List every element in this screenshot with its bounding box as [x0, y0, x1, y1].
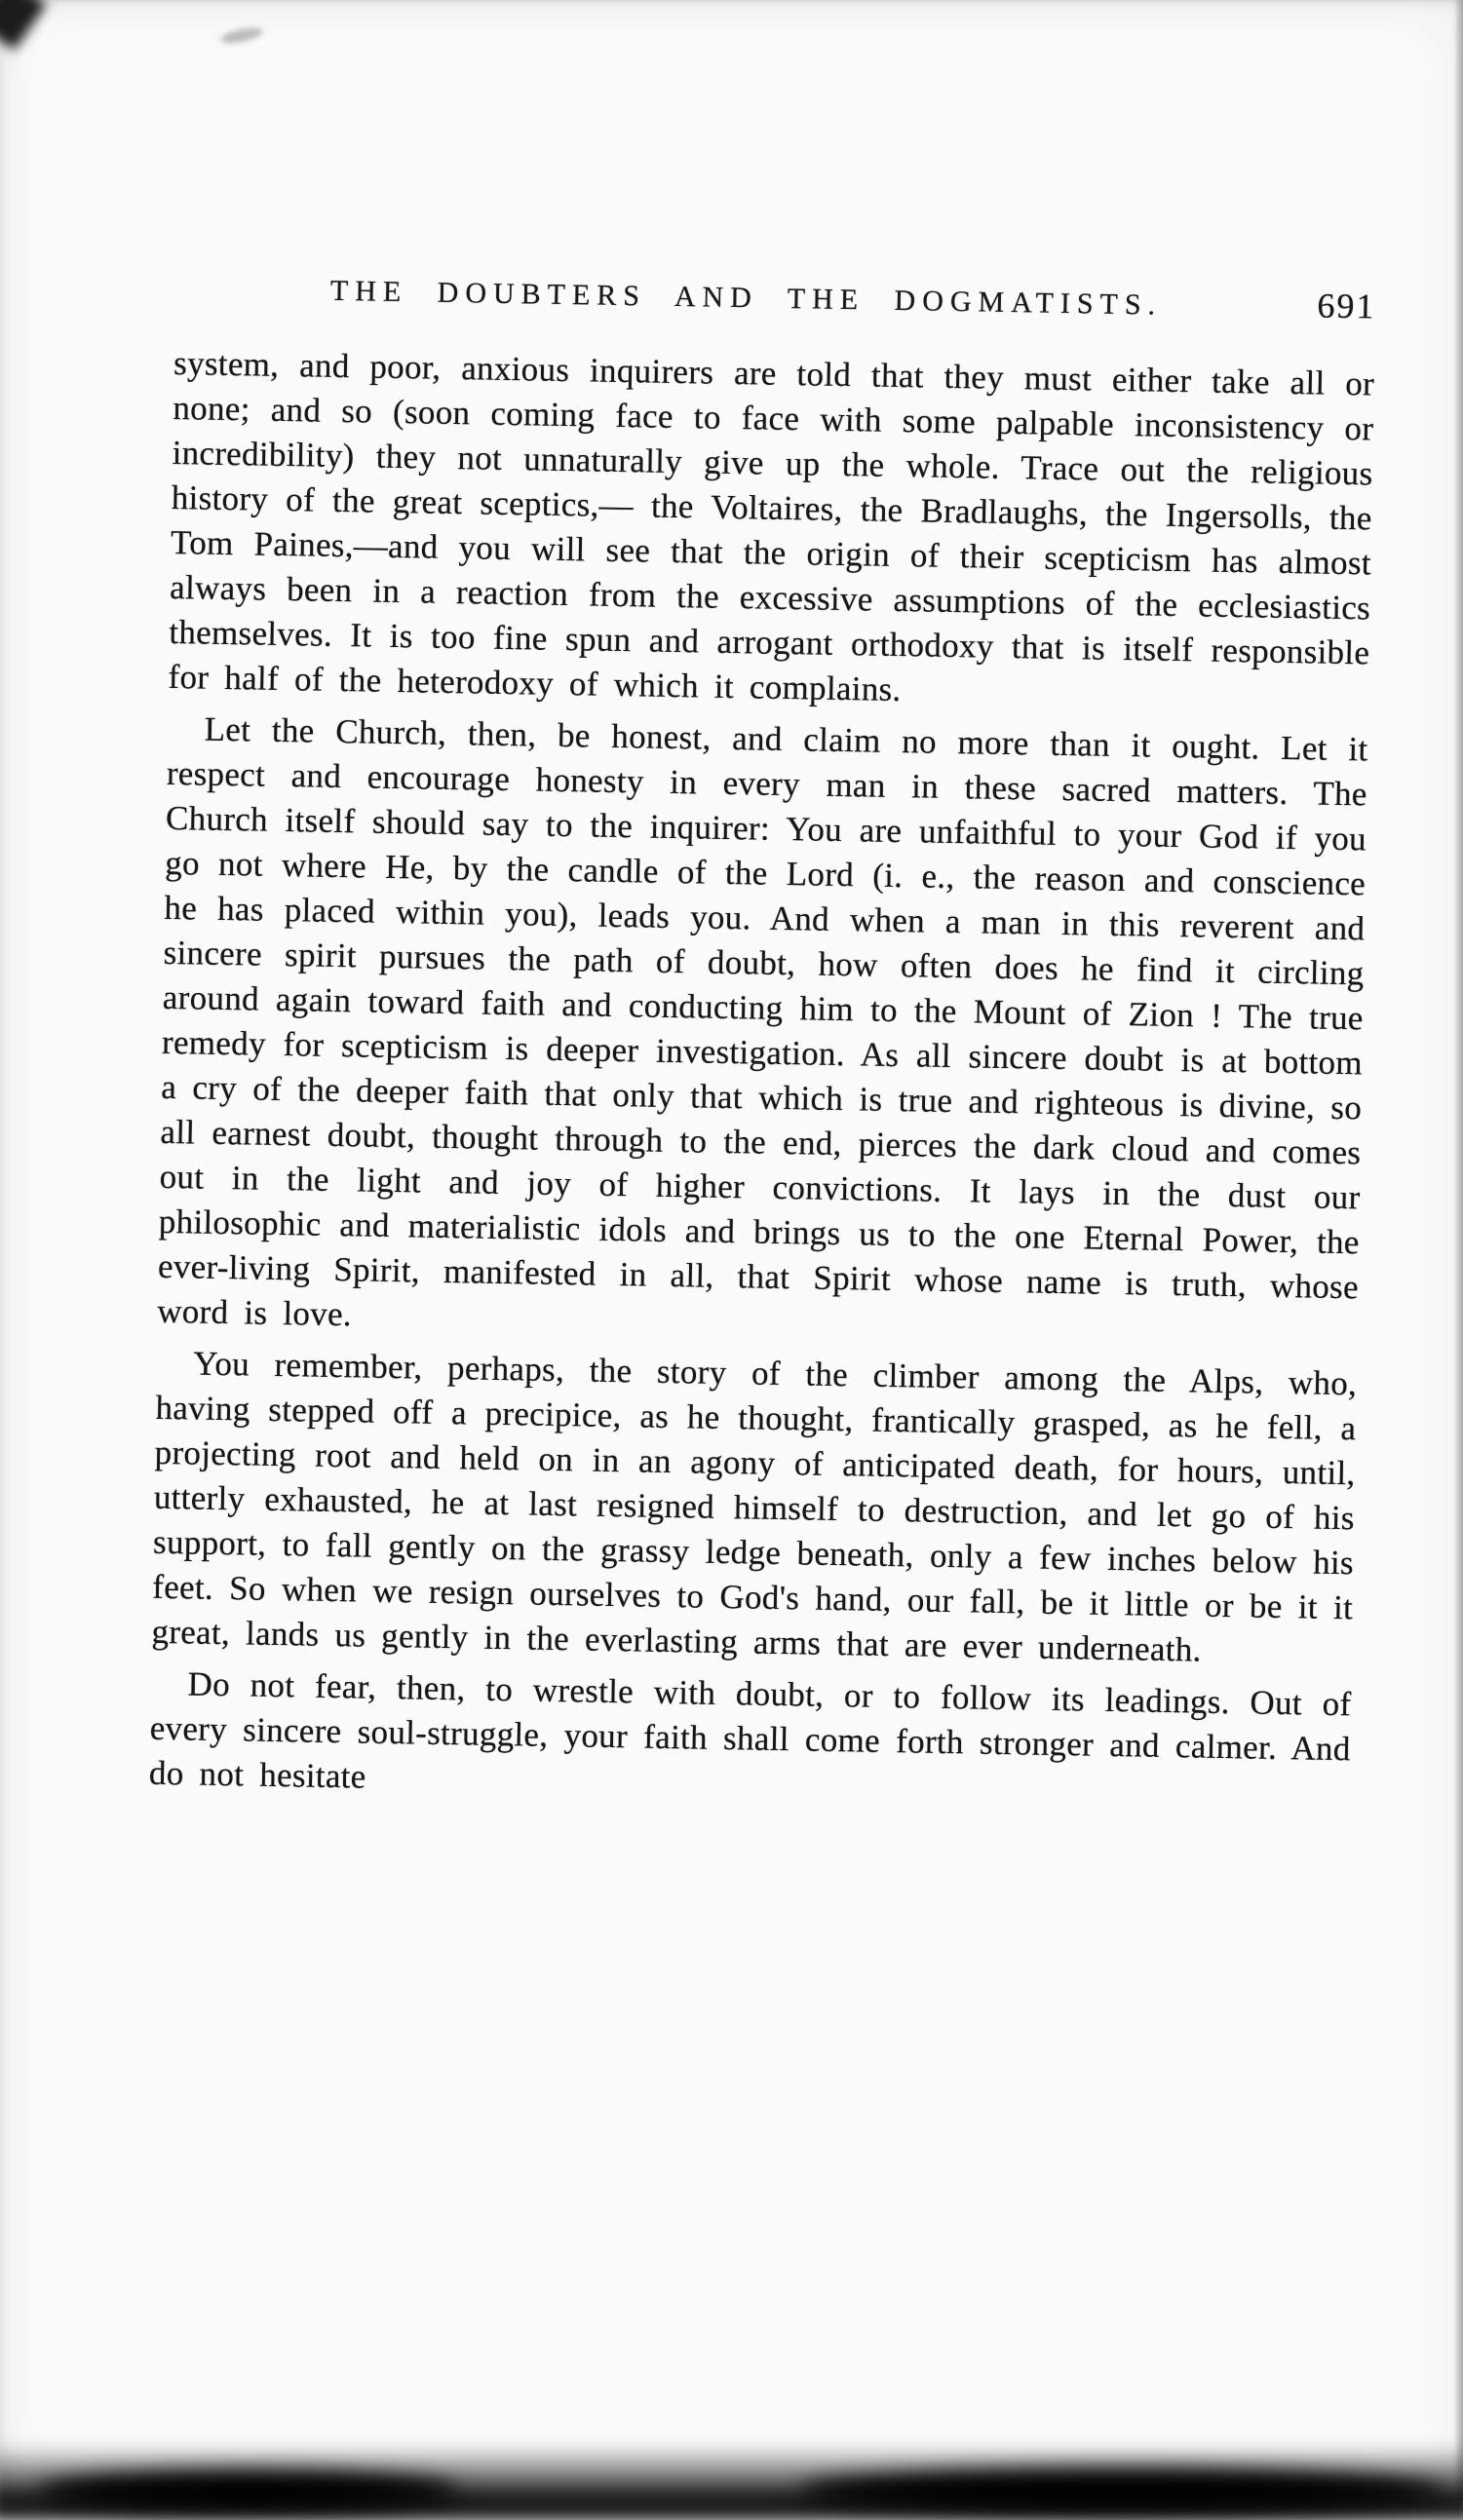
page-header [174, 265, 1376, 326]
page-content [148, 265, 1375, 1823]
running-title: THE DOUBTERS AND THE DOGMATISTS. [329, 274, 1163, 322]
scan-smudge-artifact [219, 25, 264, 47]
paragraph: Let the Church, then, be honest, and claim no more than it ought. Let it respect and encourage honesty in every man in these sacred matters. The Church itself should say to the inquirer: You are unfaithful to your God if you go not where He, by the candle of the Lord (i. e., the reason and conscience he has placed within you), leads you. And when a man in this reverent and sincere spirit pursues the path of doubt, how often does he find it circling around again toward faith and conducting him to the Mount of Zion ! The true remedy for scepticism is deeper investigation. As all sincere doubt is at bottom a cry of the deeper faith that only that which is true and righteous is divine, so all earnest doubt, thought through to the end, pierces the dark cloud and comes out in the light and joy of higher convictions. It lays in the dust our philosophic and materialistic idols and brings us to the one Eternal Power, the ever-living Spirit, manifested in all, that Spirit whose name is truth, whose word is love. [156, 709, 1368, 1334]
paragraph-continuation: system, and poor, anxious inquirers are told that they must either take all or none; and so (soon coming face to face with some palpable inconsistency or incredibility) they not unnaturally give up the whole. Trace out the religious history of the great sceptics,— the Voltaires, the Bradlaughs, the Ingersolls, the Tom Paines,—and you will see that the origin of their scepticism has almost always been in a reaction from the excessive assumptions of the ecclesiastics themselves. It is too fine spun and arrogant orthodoxy that is itself responsible for half of the heterodoxy of which it complains. [168, 343, 1375, 709]
scan-bottom-shadow-left [39, 2471, 458, 2510]
scan-bottom-shadow-right [800, 2469, 1444, 2512]
paragraph: You remember, perhaps, the story of the climber among the Alps, who, having stepped off a precipice, as he thought, frantically grasped, as he fell, a projecting root and held on in an agony of anticipated death, for hours, until, utterly exhausted, he at last resigned himself to destruction, and let go of his support, to fall gently on the grassy ledge beneath, only a few inches below his feet. So when we resign ourselves to God's hand, our fall, be it little or be it it great, lands us gently in the everlasting arms that are ever underneath. [151, 1344, 1358, 1669]
scan-edge-shading [1454, 0, 1463, 2501]
paragraph: Do not fear, then, to wrestle with doubt, or to follow its leadings. Out of every sincere soul-struggle, your faith shall come forth stronger and calmer. And do not hesitate [148, 1664, 1352, 1796]
page-number: 691 [1317, 286, 1376, 326]
scan-corner-artifact [0, 0, 47, 51]
